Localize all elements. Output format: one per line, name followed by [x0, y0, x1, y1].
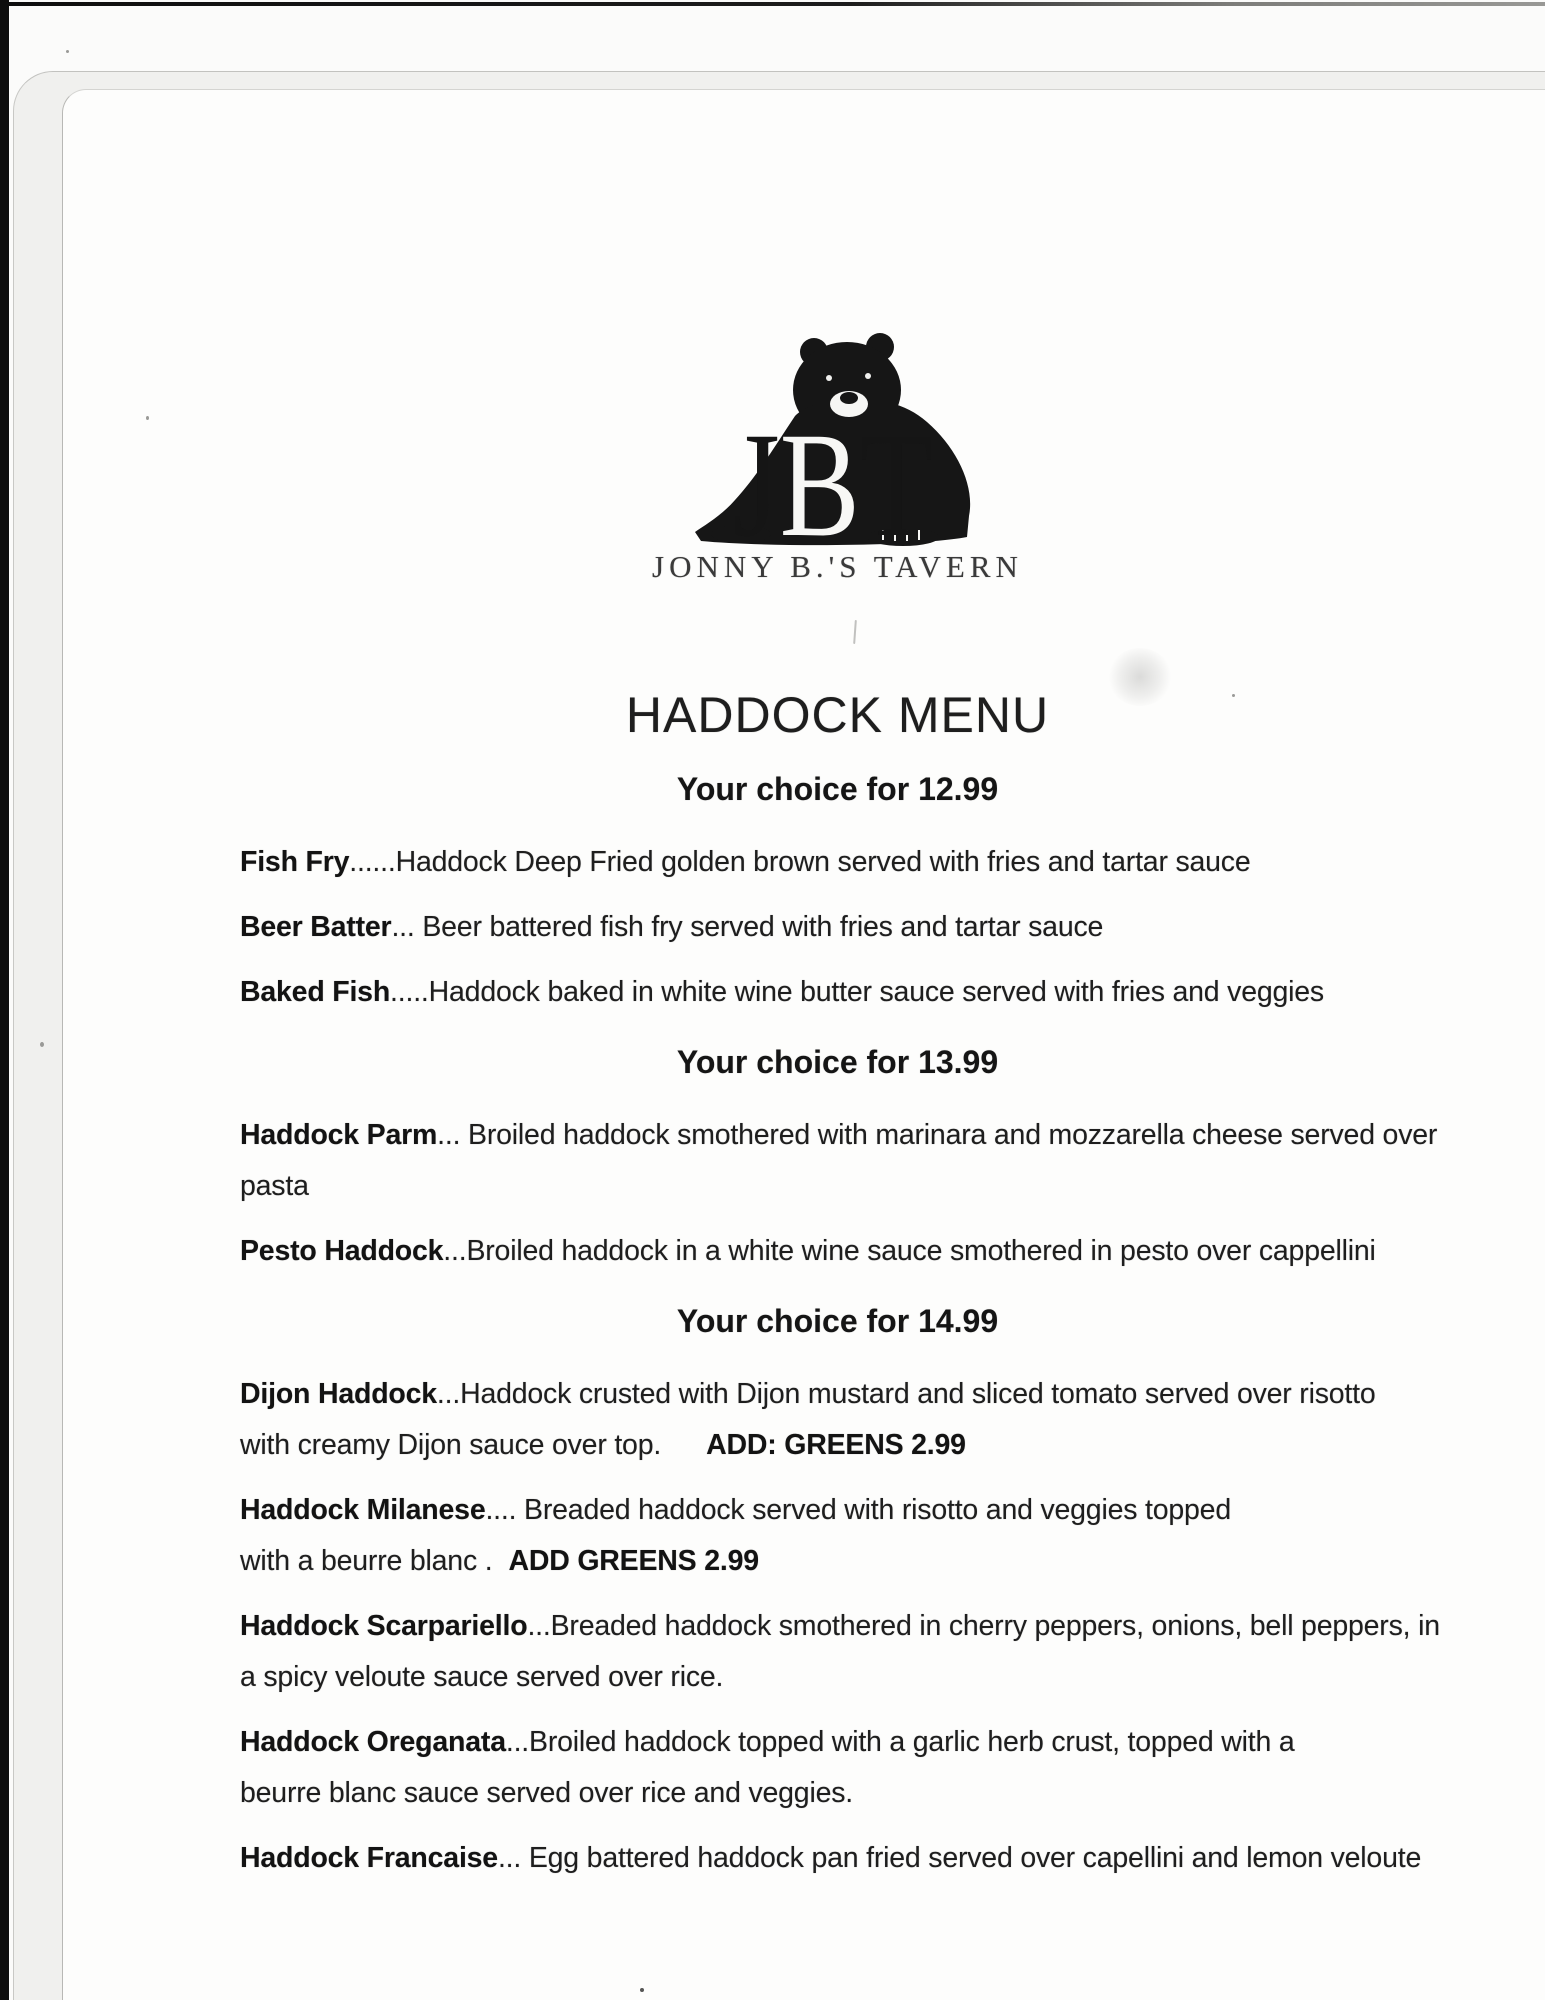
item-name: Haddock Oreganata	[240, 1726, 506, 1758]
item-leader-dots: ......	[349, 846, 396, 878]
item-description: Haddock crusted with Dijon mustard and sliced tomato served over risotto	[460, 1378, 1376, 1410]
bear-logo-icon	[645, 248, 985, 548]
item-name: Dijon Haddock	[240, 1378, 437, 1410]
scan-speck	[640, 1988, 644, 1992]
item-leader-dots: ...	[437, 1119, 461, 1151]
section-heading: Your choice for 13.99	[676, 1044, 999, 1080]
section-heading: Your choice for 14.99	[676, 1303, 999, 1339]
menu-item	[240, 902, 1435, 953]
menu-item-line	[240, 1110, 1438, 1161]
item-name: Beer Batter	[240, 911, 392, 943]
bear-eye-left	[826, 375, 832, 381]
menu-item	[240, 1226, 1435, 1277]
menu-content	[240, 685, 1440, 1898]
item-leader-dots: ...	[505, 1726, 530, 1758]
item-name: Pesto Haddock	[240, 1235, 444, 1267]
item-leader-dots: ...	[391, 911, 415, 943]
logo-letter: J	[733, 402, 780, 548]
item-description: Broiled haddock in a white wine sauce smothered in pesto over cappellini	[466, 1235, 1376, 1267]
menu-item	[240, 837, 1435, 888]
menu-item-line	[240, 837, 1435, 888]
item-leader-dots: ...	[497, 1842, 522, 1874]
item-description: Egg battered haddock pan fried served over capellini and lemon veloute	[521, 1842, 1422, 1874]
menu-item-line	[240, 902, 1435, 953]
menu-item-line	[240, 1536, 1435, 1587]
item-leader-dots: ...	[527, 1610, 551, 1642]
scan-speck	[40, 1042, 44, 1047]
menu-item-line	[240, 1485, 1435, 1536]
item-description: with creamy Dijon sauce over top.	[240, 1429, 662, 1461]
item-name: Baked Fish	[240, 976, 391, 1008]
menu-item-line	[240, 1601, 1440, 1652]
item-description: Broiled haddock smothered with marinara and mozzarella cheese served over	[460, 1119, 1438, 1151]
item-name: Haddock Scarpariello	[240, 1610, 528, 1642]
item-name: Haddock Francaise	[240, 1842, 498, 1874]
logo-letter: B	[779, 402, 860, 548]
item-leader-dots: ....	[485, 1494, 517, 1526]
item-name: Haddock Parm	[240, 1119, 438, 1151]
bear-eye-right	[865, 373, 871, 379]
item-leader-dots: .....	[390, 976, 429, 1008]
menu-item	[240, 1833, 1435, 1884]
item-leader-dots: ...	[443, 1235, 467, 1267]
logo-initials	[733, 402, 933, 548]
item-addon-label: ADD: GREENS 2.99	[706, 1429, 966, 1461]
item-description: pasta	[240, 1170, 309, 1202]
item-description: Breaded haddock served with risotto and veggies topped	[516, 1494, 1231, 1526]
scan-speck	[66, 50, 69, 53]
item-leader-dots: ...	[436, 1378, 461, 1410]
item-name: Fish Fry	[240, 846, 350, 878]
item-description: Haddock Deep Fried golden brown served with fries and tartar sauce	[395, 846, 1251, 878]
section-heading: Your choice for 12.99	[676, 771, 999, 807]
menu-item-line	[240, 1420, 1435, 1471]
menu-item-line	[240, 1369, 1435, 1420]
menu-item-line	[240, 1717, 1435, 1768]
menu-sections	[240, 767, 1440, 1884]
item-description: Broiled haddock topped with a garlic herb crust, topped with a	[529, 1726, 1295, 1758]
item-name: Haddock Milanese	[240, 1494, 486, 1526]
item-description: with a beurre blanc .	[240, 1545, 493, 1577]
menu-item-line	[240, 1652, 1435, 1703]
item-description: a spicy veloute sauce served over rice.	[240, 1661, 724, 1693]
item-description: Haddock baked in white wine butter sauce served with fries and veggies	[428, 976, 1324, 1008]
menu-item	[240, 1717, 1435, 1819]
scan-top-edge	[0, 2, 1545, 6]
menu-title: HADDOCK MENU	[625, 687, 1050, 743]
item-addon-label: ADD GREENS 2.99	[508, 1545, 759, 1577]
menu-item-line	[240, 967, 1435, 1018]
menu-item	[240, 1369, 1435, 1471]
menu-item	[240, 1485, 1435, 1587]
scan-left-edge	[0, 0, 9, 2000]
scan-speck	[146, 416, 149, 420]
menu-item-line	[240, 1161, 1435, 1212]
menu-item	[240, 1601, 1440, 1703]
menu-item-line	[240, 1833, 1435, 1884]
item-description: beurre blanc sauce served over rice and veggies.	[240, 1777, 854, 1809]
tavern-name: JONNY B.'S TAVERN	[652, 549, 1023, 584]
item-description: Beer battered fish fry served with fries and tartar sauce	[414, 911, 1104, 943]
menu-item-line	[240, 1768, 1435, 1819]
menu-item-line	[240, 1226, 1435, 1277]
menu-item	[240, 1110, 1438, 1212]
menu-item	[240, 967, 1435, 1018]
logo-letter: T	[859, 402, 934, 548]
item-description: Breaded haddock smothered in cherry peppers, onions, bell peppers, in	[550, 1610, 1440, 1642]
